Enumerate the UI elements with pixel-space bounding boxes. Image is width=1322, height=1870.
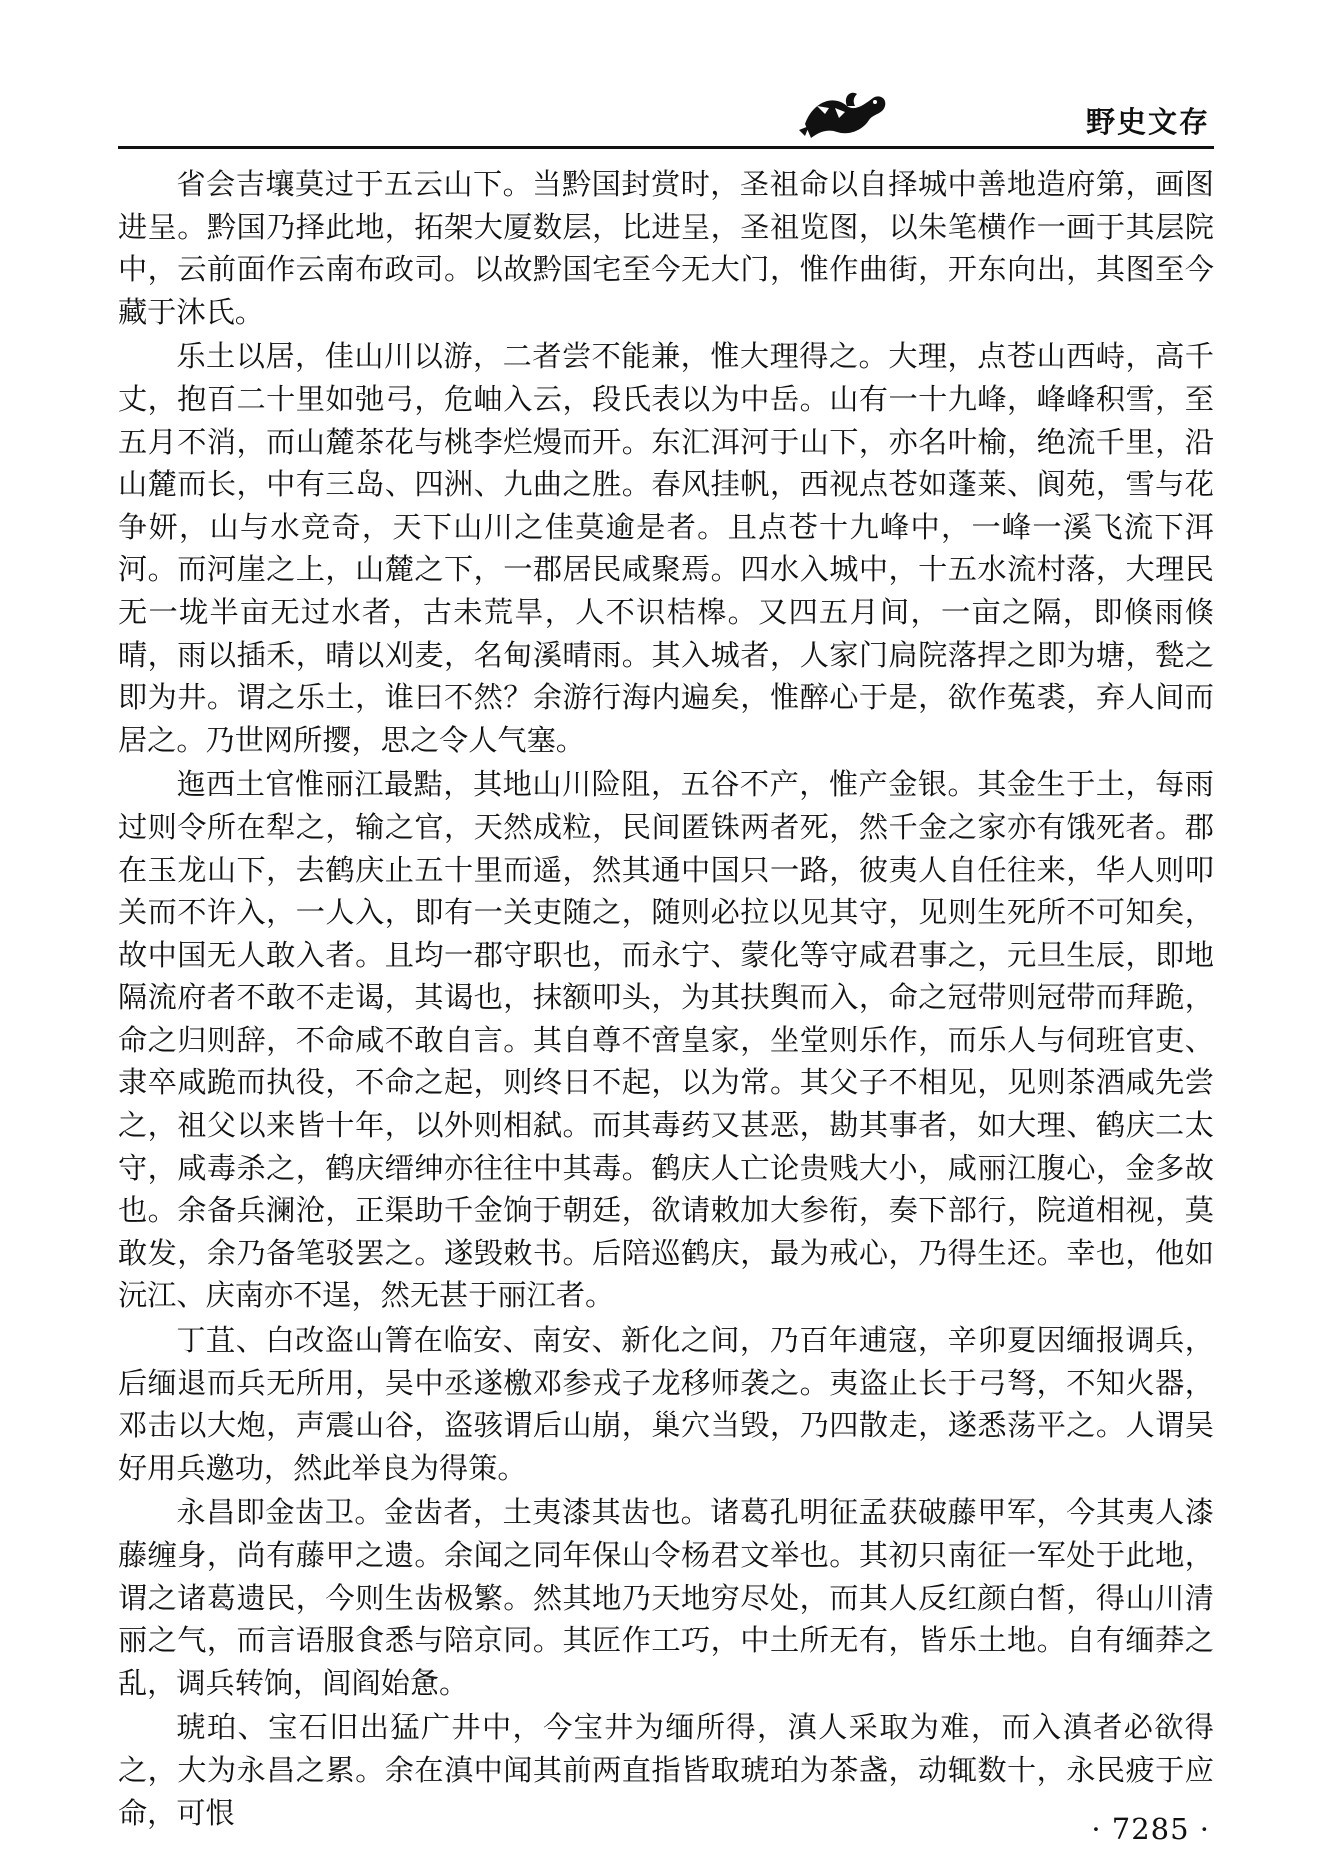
paragraph: 迤西土官惟丽江最黠，其地山川险阻，五谷不产，惟产金银。其金生于土，每雨过则令所在犁之，输之官，天然成粒，民间匿铢两者死，然千金之家亦有饿死者。郡在玉龙山下，去鹤庆止五十里而遥，然其通中国只一路，彼夷人自任往来，华人则叩关而不许入，一人入，即有一关吏随之，随则必拉以见其守，见则生死所不可知矣，故中国无人敢入者。且均一郡守职也，而永宁、蒙化等守咸君事之，元旦生辰，即地隔流府者不敢不走谒，其谒也，抹额叩头，为其扶舆而入，命之冠带则冠带而拜跪，命之归则辞，不命咸不敢自言。其自尊不啻皇家，坐堂则乐作，而乐人与伺班官吏、隶卒咸跪而执役，不命之起，则终日不起，以为常。其父子不相见，见则茶酒咸先尝之，祖父以来皆十年，以外则相弑。而其毒药又甚恶，勘其事者，如大理、鹤庆二太守，咸毒杀之，鹤庆缙绅亦往往中其毒。鹤庆人亡论贵贱大小，咸丽江腹心，金多故也。余备兵澜沧，正渠助千金饷于朝廷，欲请敕加大参衔，奏下部行，院道相视，莫敢发，余乃备笔驳罢之。遂毁敕书。后陪巡鹤庆，最为戒心，乃得生还。幸也，他如沅江、庆南亦不逞，然无甚于丽江者。	[118, 767, 1214, 1313]
paragraph: 乐土以居，佳山川以游，二者尝不能兼，惟大理得之。大理，点苍山西峙，高千丈，抱百二十里如弛弓，危岫入云，段氏表以为中岳。山有一十九峰，峰峰积雪，至五月不消，而山麓茶花与桃李烂熳而开。东汇洱河于山下，亦名叶榆，绝流千里，沿山麓而长，中有三岛、四洲、九曲之胜。春风挂帆，西视点苍如蓬莱、阆苑，雪与花争妍，山与水竞奇，天下山川之佳莫逾是者。且点苍十九峰中，一峰一溪飞流下洱河。而河崖之上，山麓之下，一郡居民咸聚焉。四水入城中，十五水流村落，大理民无一垅半亩无过水者，古未荒旱，人不识桔槔。又四五月间，一亩之隔，即倏雨倏晴，雨以插禾，晴以刈麦，名甸溪晴雨。其入城者，人家门扃院落捍之即为塘，甃之即为井。谓之乐土，谁曰不然？余游行海内遍矣，惟醉心于是，欲作菟裘，弃人间而居之。乃世网所撄，思之令人气塞。	[118, 339, 1214, 757]
dragon-emblem-icon	[795, 84, 895, 144]
page-header	[0, 0, 1322, 160]
paragraph: 永昌即金齿卫。金齿者，土夷漆其齿也。诸葛孔明征孟获破藤甲军，今其夷人漆藤缠身，尚有藤甲之遗。余闻之同年保山令杨君文举也。其初只南征一军处于此地，谓之诸葛遗民，今则生齿极繁。然其地乃天地穷尽处，而其人反红颜白皙，得山川清丽之气，而言语服食悉与陪京同。其匠作工巧，中土所无有，皆乐土地。自有缅莽之乱，调兵转饷，闾阎始惫。	[118, 1495, 1214, 1700]
paragraph: 省会吉壤莫过于五云山下。当黔国封赏时，圣祖命以自择城中善地造府第，画图进呈。黔国乃择此地，拓架大厦数层，比进呈，圣祖览图，以朱笔横作一画于其层院中，云前面作云南布政司。以故黔国宅至今无大门，惟作曲街，开东向出，其图至今藏于沐氏。	[118, 167, 1214, 329]
paragraph: 琥珀、宝石旧出猛广井中，今宝井为缅所得，滇人采取为难，而入滇者必欲得之，大为永昌之累。余在滇中闻其前两直指皆取琥珀为茶盏，动辄数十，永民疲于应命，可恨	[118, 1710, 1214, 1830]
header-rule	[118, 146, 1214, 149]
series-title: 野史文存	[1085, 105, 1210, 139]
paragraph: 丁苴、白改盗山箐在临安、南安、新化之间，乃百年逋寇，辛卯夏因缅报调兵，后缅退而兵无所用，吴中丞遂檄邓参戎子龙移师袭之。夷盗止长于弓弩，不知火器，邓击以大炮，声震山谷，盗骇谓后山崩，巢穴当毁，乃四散走，遂悉荡平之。人谓吴好用兵邀功，然此举良为得策。	[118, 1323, 1214, 1485]
body-text	[118, 163, 1214, 1836]
page-number: · 7285 ·	[1091, 1812, 1210, 1846]
